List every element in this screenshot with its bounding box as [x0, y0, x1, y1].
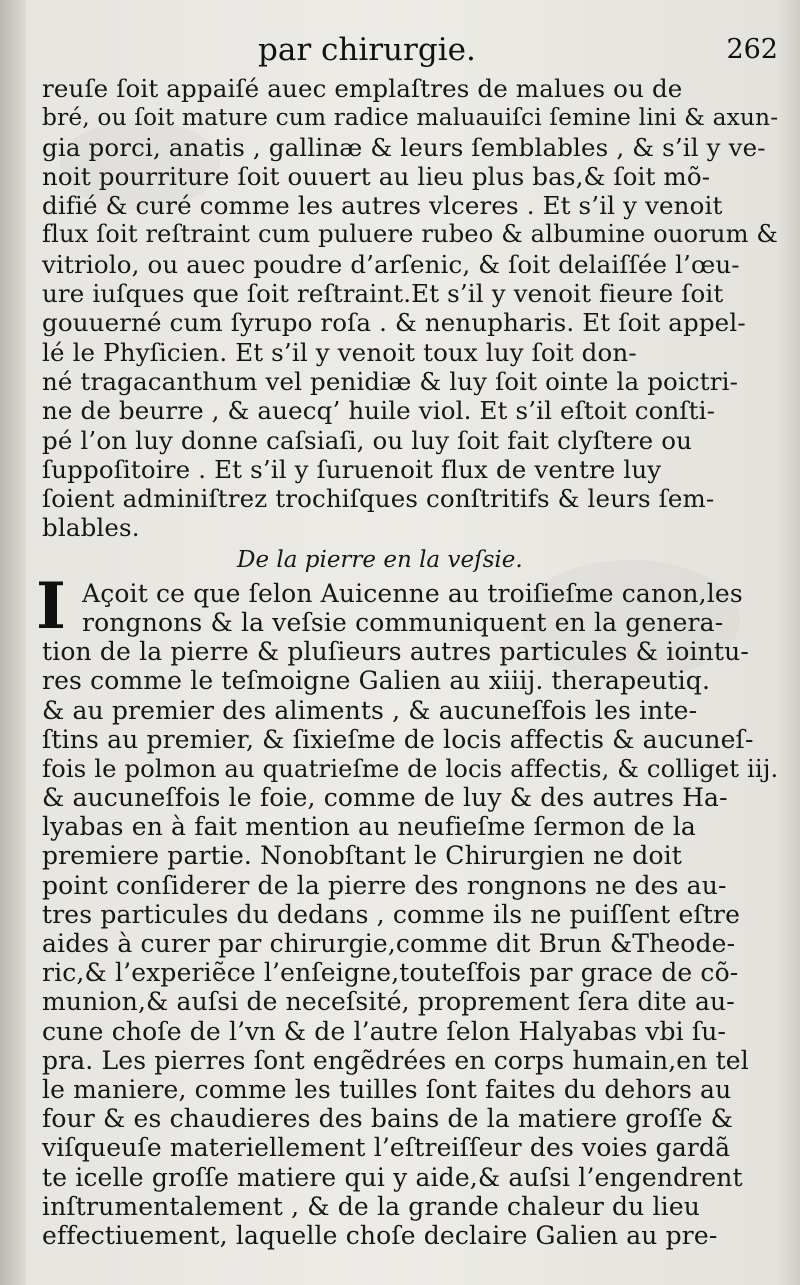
text-line: ſoient adminiſtrez trochiſques conſtritifs & leurs ſem- — [42, 484, 715, 514]
text-line: ſuppoſitoire . Et s’il y ſuruenoit flux de ventre luy — [42, 454, 662, 484]
text-line: te icelle groſſe matiere qui y aide,& auſsi l’engendrent — [42, 1162, 743, 1192]
text-line: bré, ou ſoit mature cum radice maluauiſci ſemine lini & axun- — [42, 104, 779, 132]
page-header — [40, 30, 780, 74]
text-line: le maniere, comme les tuilles ſont faites du dehors au — [42, 1074, 732, 1104]
page-number: 262 — [726, 34, 778, 65]
running-head: par chirurgie. — [258, 32, 476, 68]
text-line: gia porci, anatis , gallinæ & leurs ſemblables , & s’il y ve- — [42, 132, 766, 162]
text-line: aides à curer par chirurgie,comme dit Brun &Theode- — [42, 929, 736, 958]
text-line: noit pourriture ſoit ouuert au lieu plus bas,& ſoit mõ- — [42, 161, 711, 191]
text-line: lé le Phyſicien. Et s’il y venoit toux luy ſoit don- — [42, 337, 637, 367]
paragraph-1 — [42, 74, 782, 543]
text-line: tion de la pierre & pluſieurs autres particules & iointu- — [42, 637, 749, 667]
paragraph-2 — [36, 568, 782, 1250]
text-line: difié & curé comme les autres vlceres . Et s’il y venoit — [42, 191, 723, 221]
text-line: tres particules du dedans , comme ils ne puiſſent eſtre — [42, 899, 741, 929]
text-line: né tragacanthum vel penidiæ & luy ſoit ointe la poictri- — [42, 366, 739, 396]
text-line: inſtrumentalement , & de la grande chaleur du lieu — [42, 1191, 701, 1221]
text-line: lyabas en à fait mention au neufieſme ſermon de la — [42, 812, 696, 842]
text-line: four & es chaudieres des bains de la matiere groſſe & — [42, 1104, 734, 1134]
text-line: gouuerné cum ſyrupo roſa . & nenupharis. Et ſoit appel- — [42, 308, 746, 338]
text-line: Açoit ce que ſelon Auicenne au troiſieſme canon,les — [82, 578, 743, 608]
text-line: reuſe ſoit appaiſé auec emplaſtres de malues ou de — [42, 74, 683, 103]
text-line: ſtins au premier, & ſixieſme de locis affectis & aucuneſ- — [42, 724, 754, 754]
drop-cap: I — [36, 568, 66, 644]
page-gutter — [0, 0, 26, 1285]
section-heading: De la pierre en la veſsie. — [237, 546, 523, 573]
text-line: fois le polmon au quatrieſme de locis affectis, & colliget iij. — [42, 753, 779, 783]
text-line: viſqueuſe materiellement l’eſtreiſſeur des voies gardã — [42, 1133, 731, 1163]
text-line: ric,& l’experiẽce l’enſeigne,touteſfois par grace de cõ- — [42, 958, 739, 988]
text-line: pra. Les pierres ſont engẽdrées en corps humain,en tel — [42, 1045, 749, 1075]
text-line: ure iuſques que ſoit reſtraint.Et s’il y venoit fieure ſoit — [42, 279, 724, 309]
text-line: munion,& auſsi de neceſsité, proprement ſera dite au- — [42, 987, 735, 1017]
text-line: blables. — [42, 513, 140, 543]
text-line: res comme le teſmoigne Galien au xiiij. therapeutiq. — [42, 666, 711, 696]
text-line: ne de beurre , & auecq’ huile viol. Et s’il eſtoit conſti- — [42, 396, 716, 426]
text-line: & au premier des aliments , & aucuneſfois les inte- — [42, 695, 698, 725]
text-line: premiere partie. Nonobſtant le Chirurgien ne doit — [42, 841, 683, 871]
text-line: & aucuneſfois le foie, comme de luy & des autres Ha- — [42, 783, 728, 813]
text-line: point conſiderer de la pierre des rongnons ne des au- — [42, 870, 727, 900]
text-line: rongnons & la veſsie communiquent en la genera- — [82, 607, 724, 637]
text-line: pé l’on luy donne caſsiaſi, ou luy ſoit fait clyſtere ou — [42, 425, 693, 455]
text-line: flux ſoit reſtraint cum puluere rubeo & albumine ouorum & — [42, 220, 779, 249]
text-line: vitriolo, ou auec poudre d’arſenic, & ſoit delaiſſée l’œu- — [42, 249, 740, 279]
page-body — [36, 74, 782, 1250]
text-line: effectiuement, laquelle choſe declaire Galien au pre- — [42, 1220, 718, 1250]
text-line: cune choſe de l’vn & de l’autre ſelon Halyabas vbi ſu- — [42, 1016, 727, 1046]
